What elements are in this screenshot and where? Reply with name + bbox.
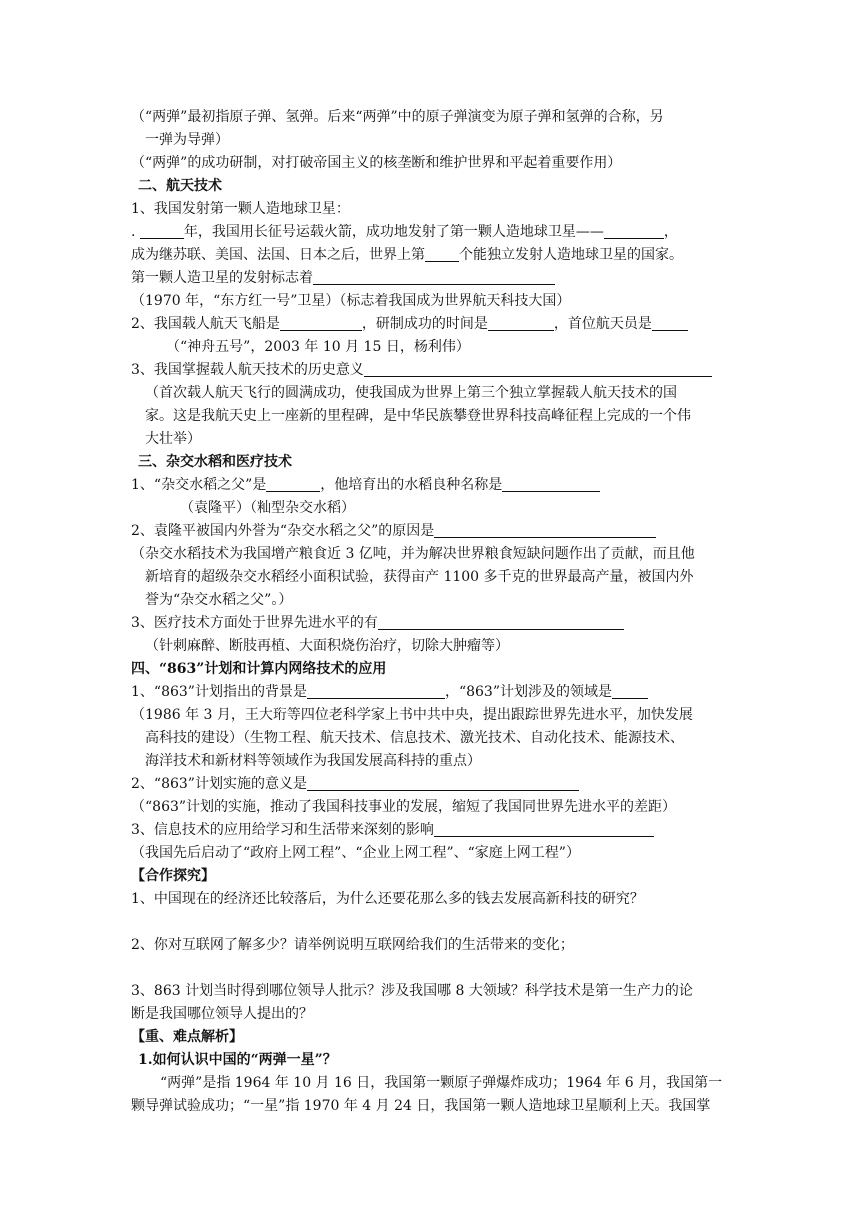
text-fragment: ，他培育出的水稻良种名称是 xyxy=(320,477,503,493)
answer-blank[interactable] xyxy=(502,475,600,492)
text-fragment: 1、“863”计划指出的背景是 xyxy=(131,684,307,700)
text-line: 大壮举） xyxy=(145,431,201,447)
answer-blank[interactable] xyxy=(612,682,648,699)
answer-blank[interactable] xyxy=(313,268,555,285)
answer-blank[interactable] xyxy=(140,222,184,239)
subsection-heading: 1.如何认识中国的“两弹一星”？ xyxy=(138,1052,337,1068)
text-line: （我国先后启动了“政府上网工程”、“企业上网工程”、“家庭上网工程”） xyxy=(131,845,580,861)
fill-in-line xyxy=(131,474,600,497)
text-fragment: 3、医疗技术方面处于世界先进水平的有 xyxy=(131,615,378,631)
answer-blank[interactable] xyxy=(280,314,362,331)
fill-in-line xyxy=(131,819,654,842)
text-fragment: 3、我国掌握载人航天技术的历史意义 xyxy=(131,362,364,378)
section-heading: 三、杂交水稻和医疗技术 xyxy=(138,454,292,470)
text-line: 家。这是我航天史上一座新的里程碑，是中华民族攀登世界科技高峰征程上完成的一个伟 xyxy=(145,408,691,424)
text-fragment: 3、信息技术的应用给学习和生活带来深刻的影响 xyxy=(131,822,434,838)
question-line: 断是我国哪位领导人提出的？ xyxy=(131,1006,313,1022)
answer-blank[interactable] xyxy=(434,820,654,837)
answer-blank[interactable] xyxy=(425,245,459,262)
text-fragment: ，“863”计划涉及的领域是 xyxy=(444,684,612,700)
answer-blank[interactable] xyxy=(604,222,664,239)
text-line: （针刺麻醉、断肢再植、大面积烧伤治疗，切除大肿瘤等） xyxy=(145,638,509,654)
answer-blank[interactable] xyxy=(488,314,554,331)
answer-blank[interactable] xyxy=(652,314,688,331)
text-line: （“863”计划的实施，推动了我国科技事业的发展，缩短了我国同世界先进水平的差距） xyxy=(131,799,677,815)
answer-blank[interactable] xyxy=(364,360,712,377)
fill-in-line xyxy=(131,221,678,244)
text-fragment: 1、“杂交水稻之父”是 xyxy=(131,477,267,493)
text-fragment: 个能独立发射人造地球卫星的国家。 xyxy=(459,247,683,263)
text-line: （首次载人航天飞行的圆满成功，使我国成为世界上第三个独立掌握载人航天技术的国 xyxy=(145,385,677,401)
text-fragment: ，研制成功的时间是 xyxy=(361,316,488,332)
text-fragment: 2、“863”计划实施的意义是 xyxy=(131,776,307,792)
fill-in-line xyxy=(131,267,555,290)
text-fragment: ，首位航天员是 xyxy=(553,316,652,332)
answer-blank[interactable] xyxy=(307,774,579,791)
text-line: 1、我国发射第一颗人造地球卫星： xyxy=(131,201,350,217)
text-line: （杂交水稻技术为我国增产粮食近 3 亿吨，并为解决世界粮食短缺问题作出了贡献，而且他 xyxy=(131,546,695,562)
text-line: 新培育的超级杂交水稻经小面积试验，获得亩产 1100 多千克的世界最高产量，被国内外 xyxy=(145,569,694,585)
section-heading: 四、“863”计划和计算内网络技术的应用 xyxy=(131,661,387,677)
section-heading: 【合作探究】 xyxy=(131,868,215,884)
answer-blank[interactable] xyxy=(378,613,624,630)
fill-in-line xyxy=(131,359,712,382)
answer-blank[interactable] xyxy=(434,521,656,538)
question-line: 2、你对互联网了解多少？请举例说明互联网给我们的生活带来的变化； xyxy=(131,937,574,953)
section-heading: 二、航天技术 xyxy=(138,178,222,194)
fill-in-line xyxy=(131,681,648,704)
fill-in-line xyxy=(131,520,656,543)
text-line: 誉为“杂交水稻之父”。） xyxy=(145,592,293,608)
text-line: （“两弹”的成功研制，对打破帝国主义的核垄断和维护世界和平起着重要作用） xyxy=(131,155,622,171)
text-fragment: 年，我国用长征号运载火箭，成功地发射了第一颗人造地球卫星—— xyxy=(183,224,604,240)
text-fragment: . xyxy=(131,224,136,240)
text-fragment: 2、袁隆平被国内外誉为“杂交水稻之父”的原因是 xyxy=(131,523,435,539)
text-line: 一弹为导弹） xyxy=(145,132,229,148)
text-line: （“两弹”最初指原子弹、氢弹。后来“两弹”中的原子弹演变为原子弹和氢弹的合称，另 xyxy=(131,109,664,125)
text-line: （1970 年，“东方红一号”卫星）（标志着我国成为世界航天科技大国） xyxy=(131,293,571,309)
text-line: 海洋技术和新材料等领域作为我国发展高科持的重点） xyxy=(145,753,481,769)
text-fragment: 成为继苏联、美国、法国、日本之后，世界上第 xyxy=(131,247,425,263)
fill-in-line xyxy=(131,612,624,635)
fill-in-line xyxy=(131,244,683,267)
section-heading: 【重、难点解析】 xyxy=(131,1029,243,1045)
text-line: 高科技的建设）（生物工程、航天技术、信息技术、激光技术、自动化技术、能源技术、 xyxy=(145,730,684,746)
paragraph-line: “两弹”是指 1964 年 10 月 16 日，我国第一颗原子弹爆炸成功；1964 年 6 月，我国第一 xyxy=(160,1075,723,1091)
text-fragment: ， xyxy=(663,224,678,240)
text-fragment: 2、我国载人航天飞船是 xyxy=(131,316,280,332)
paragraph-line: 颗导弹试验成功；“一星”指 1970 年 4 月 24 日，我国第一颗人造地球卫星顺利上天。我国掌 xyxy=(131,1098,711,1114)
fill-in-line xyxy=(131,313,688,336)
question-line: 1、中国现在的经济还比较落后，为什么还要花那么多的钱去发展高新科技的研究？ xyxy=(131,891,644,907)
text-line: （1986 年 3 月，王大珩等四位老科学家上书中共中央，提出跟踪世界先进水平，加快发展 xyxy=(131,707,693,723)
answer-blank[interactable] xyxy=(307,682,445,699)
answer-blank[interactable] xyxy=(266,475,320,492)
question-line: 3、863 计划当时得到哪位领导人批示？涉及我国哪 8 大领域？科学技术是第一生产力的论 xyxy=(131,983,693,999)
text-line: （袁隆平）（籼型杂交水稻） xyxy=(180,500,355,516)
text-line: （“神舟五号”，2003 年 10 月 15 日，杨利伟） xyxy=(166,339,470,355)
fill-in-line xyxy=(131,773,579,796)
text-fragment: 第一颗人造卫星的发射标志着 xyxy=(131,270,313,286)
